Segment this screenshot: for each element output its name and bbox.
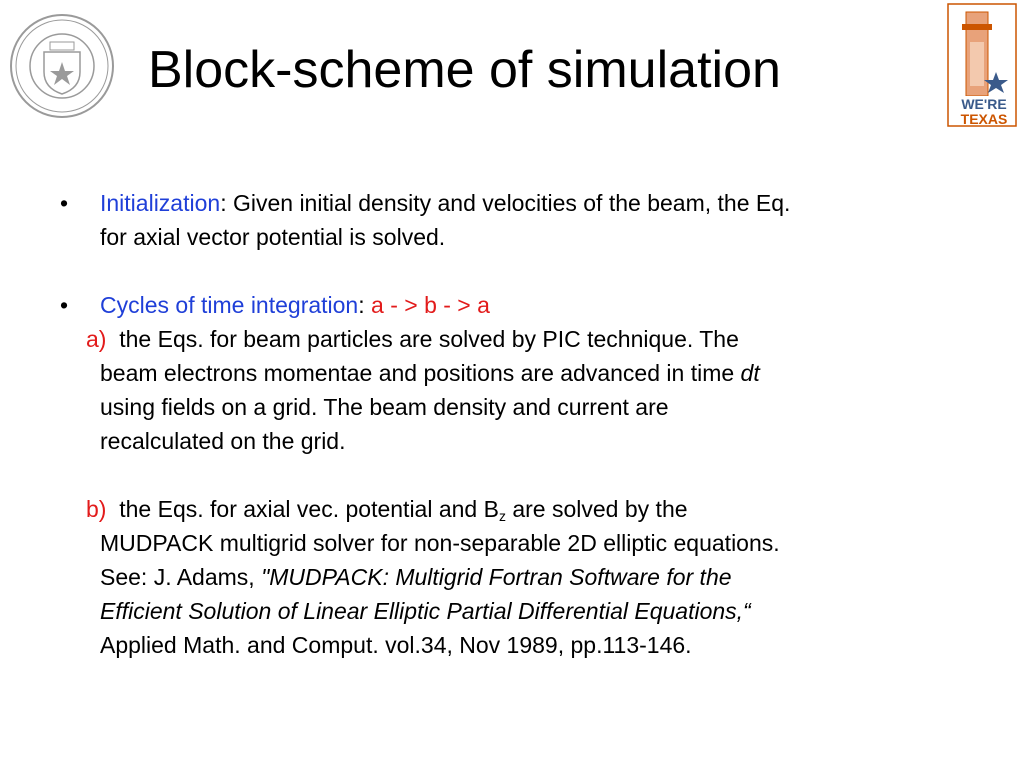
initialization-text-2: for axial vector potential is solved. [100,224,446,250]
item-b-text-5: Applied Math. and Comput. vol.34, Nov 1989, pp.113-146. [100,632,692,658]
item-b-citation-title-2: Efficient Solution of Linear Elliptic Partial Differential Equations,“ [100,598,751,624]
initialization-sep: : [220,190,227,216]
logo-text-texas: TEXAS [960,111,1008,127]
item-b-text-2: MUDPACK multigrid solver for non-separable 2D elliptic equations. [100,530,780,556]
item-b-text-3: See: J. Adams, [100,564,262,590]
item-a-text-3: using fields on a grid. The beam density and current are [100,394,669,420]
item-b-citation-title-1: "MUDPACK: Multigrid Fortran Software for the [261,564,732,590]
page-title: Block-scheme of simulation [148,41,781,99]
bullet-initialization-line-1 [100,186,790,220]
cycles-sequence: a - > b - > a [371,292,490,318]
item-b-subscript: z [498,508,506,524]
item-a-line-2 [100,356,760,390]
item-b-line-3 [100,560,732,594]
item-b-text-1-post: are solved by the [505,496,688,522]
item-b-marker: b) [86,496,107,522]
initialization-heading: Initialization [100,190,221,216]
item-a-marker: a) [86,326,107,352]
initialization-text-1: Given initial density and velocities of the beam, the Eq. [226,190,791,216]
cycles-heading: Cycles of time integration [100,292,359,318]
item-b-line-4 [100,594,751,628]
cycles-sep: : [358,292,372,318]
item-b-text-1: the Eqs. for axial vec. potential and B [119,496,499,522]
item-a-line-1 [86,322,739,356]
logo-text-were: WE'RE [961,96,1007,112]
bullet-marker: • [60,292,69,318]
item-a-dt: dt [740,360,760,386]
bullet-cycles-line [100,288,490,322]
bullet-marker: • [60,190,69,216]
item-a-text-1: the Eqs. for beam particles are solved by PIC technique. The [119,326,739,352]
item-a-text-2: beam electrons momentae and positions are advanced in time [100,360,741,386]
item-a-text-4: recalculated on the grid. [100,428,346,454]
item-b-line-1 [86,492,688,526]
